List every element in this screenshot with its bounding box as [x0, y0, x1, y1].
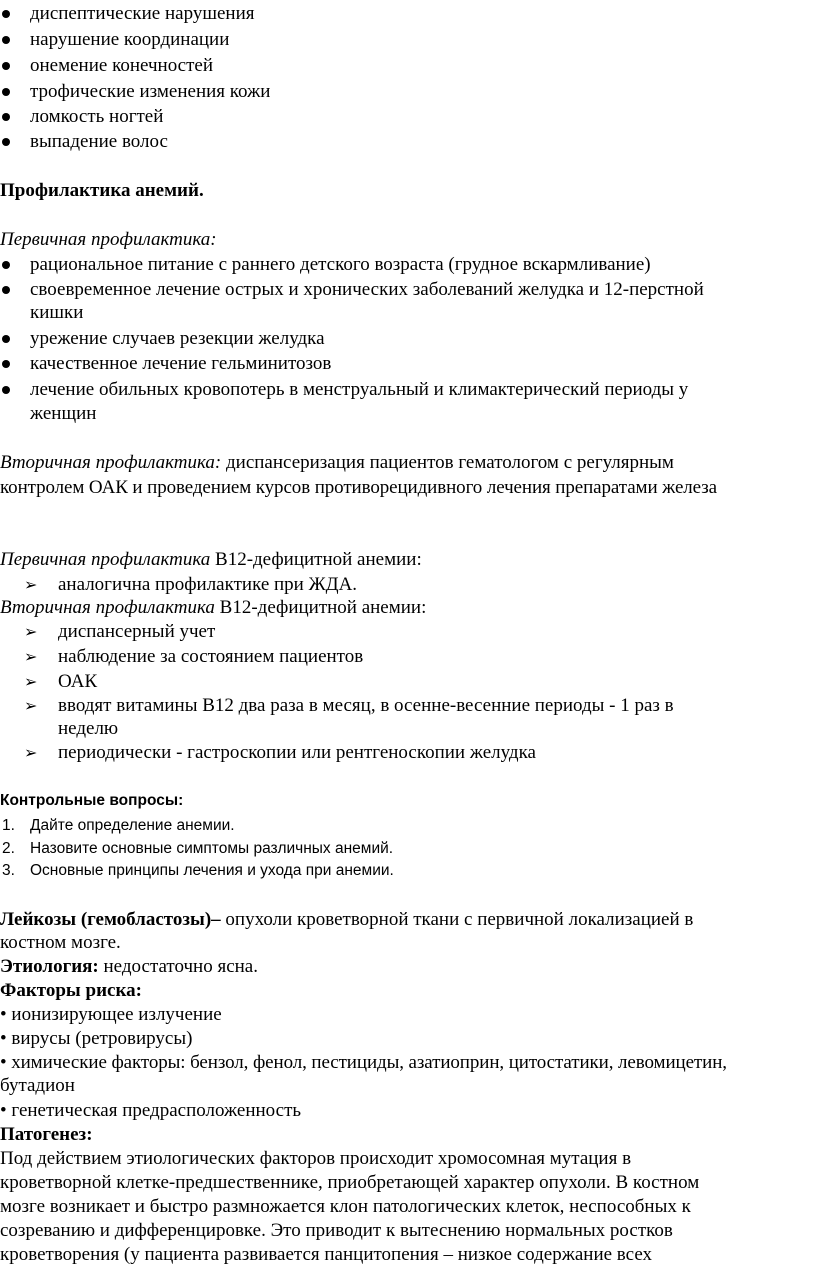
questions-heading: Контрольные вопросы:	[0, 792, 184, 809]
list-item-continuation: женщин	[30, 403, 97, 424]
document-page: диспептические нарушения нарушение координации онемение конечностей трофические изменения кожи ломкость ногтей выпадение волос Профилактика анемий. Первичная профилактика: рациональное питание с раннего детского возраста (грудное вскармливание) своевременное лечение острых и хронических заболеваний желудка и 12-перстной кишки урежение случаев резекции желудка качественное лечение гельминитозов лечение обильных кровопотерь в менструальный и климактерический периоды у женщин Вторичная профилактика: диспансеризация пациентов гематологом с регулярным контролем ОАК и проведением курсов противорецидивного лечения препаратами железа Первичная профилактика В12-дефицитной анемии: ➢ аналогична профилактике при ЖДА. Вторичная профилактика В12-дефицитной анемии: ➢ диспансерный учет ➢ наблюдение за состоянием пациентов ➢ ОАК ➢ вводят витамины В12 два раза в месяц, в осенне-весенние периоды - 1 раз в неделю ➢ периодически - гастроскопии или рентгеноскопии желудка Контрольные вопросы: 1. Дайте определение анемии. 2. Назовите основные симптомы различных анемий. 3. Основные принципы лечения и ухода при анемии. Лейкозы (гемобластозы)– опухоли кроветворной ткани с первичной локализацией в костном мозге. Этиология: недостаточно ясна. Факторы риска: • ионизирующее излучение • вирусы (ретровирусы) • химические факторы: бензол, фенол, пестициды, азатиоприн, цитостатики, левомицетин, бутадион • генетическая предрасположенность Патогенез: Под действием этиологических факторов происходит хромосомная мутация в кроветворной клетке-предшественнике, приобретающей характер опухоли. В костном мозге возникает и быстро размножается клон патологических клеток, неспособных к созреванию и дифференцировке. Это приводит к вытеснению нормальных ростков кроветворения (у пациента развивается панцитопения – низкое содержание всех	[0, 3, 727, 1265]
pathogenesis-heading: Патогенез:	[0, 1124, 93, 1145]
arrow-bullet-icon: ➢	[24, 575, 38, 594]
list-item-continuation: бутадион	[0, 1075, 75, 1096]
b12-secondary-prevention-label: Вторичная профилактика В12-дефицитной анемии:	[0, 597, 427, 618]
list-item: • генетическая предрасположенность	[0, 1100, 302, 1121]
list-item: • химические факторы: бензол, фенол, пестициды, азатиоприн, цитостатики, левомицетин,	[0, 1052, 727, 1073]
primary-prevention-label: Первичная профилактика:	[0, 229, 217, 250]
bullet-icon	[2, 386, 10, 394]
list-item: • вирусы (ретровирусы)	[0, 1028, 193, 1049]
bullet-icon	[2, 113, 10, 121]
arrow-bullet-icon: ➢	[24, 672, 38, 691]
paragraph-line: созреванию и дифференцировке. Это приводит к вытеснению нормальных ростков	[0, 1220, 673, 1241]
list-item: • ионизирующее излучение	[0, 1004, 222, 1025]
bullet-icon	[2, 10, 10, 18]
arrow-bullet-icon: ➢	[24, 743, 38, 762]
bullet-icon	[2, 36, 10, 44]
risk-factors-heading: Факторы риска:	[0, 980, 142, 1001]
list-item-continuation: кишки	[30, 302, 84, 323]
paragraph-line: мозге возникает и быстро размножается клон патологических клеток, неспособных к	[0, 1196, 691, 1217]
prevention-heading: Профилактика анемий.	[0, 180, 204, 201]
etiology: Этиология: недостаточно ясна.	[0, 956, 258, 977]
secondary-prevention-paragraph: Вторичная профилактика: диспансеризация пациентов гематологом с регулярным	[0, 452, 674, 473]
secondary-prevention-paragraph-line: контролем ОАК и проведением курсов противорецидивного лечения препаратами железа	[0, 477, 717, 498]
bullet-icon	[2, 360, 10, 368]
bullet-icon	[2, 335, 10, 343]
bullet-icon	[2, 261, 10, 269]
arrow-bullet-icon: ➢	[24, 622, 38, 641]
bullet-icon	[2, 138, 10, 146]
bullet-icon	[2, 88, 10, 96]
arrow-bullet-icon: ➢	[24, 647, 38, 666]
bullet-icon	[2, 62, 10, 70]
bullet-icon	[2, 286, 10, 294]
leukemia-definition-line: костном мозге.	[0, 932, 121, 953]
b12-primary-prevention-label: Первичная профилактика В12-дефицитной анемии:	[0, 549, 422, 570]
paragraph-line: Под действием этиологических факторов происходит хромосомная мутация в	[0, 1148, 632, 1169]
arrow-bullet-icon: ➢	[24, 696, 38, 715]
paragraph-line: кроветворной клетке-предшественнике, приобретающей характер опухоли. В костном	[0, 1172, 700, 1193]
leukemia-definition: Лейкозы (гемобластозы)– опухоли кроветворной ткани с первичной локализацией в	[0, 909, 694, 930]
paragraph-line: кроветворения (у пациента развивается панцитопения – низкое содержание всех	[0, 1244, 653, 1265]
list-item-continuation: неделю	[58, 718, 119, 739]
